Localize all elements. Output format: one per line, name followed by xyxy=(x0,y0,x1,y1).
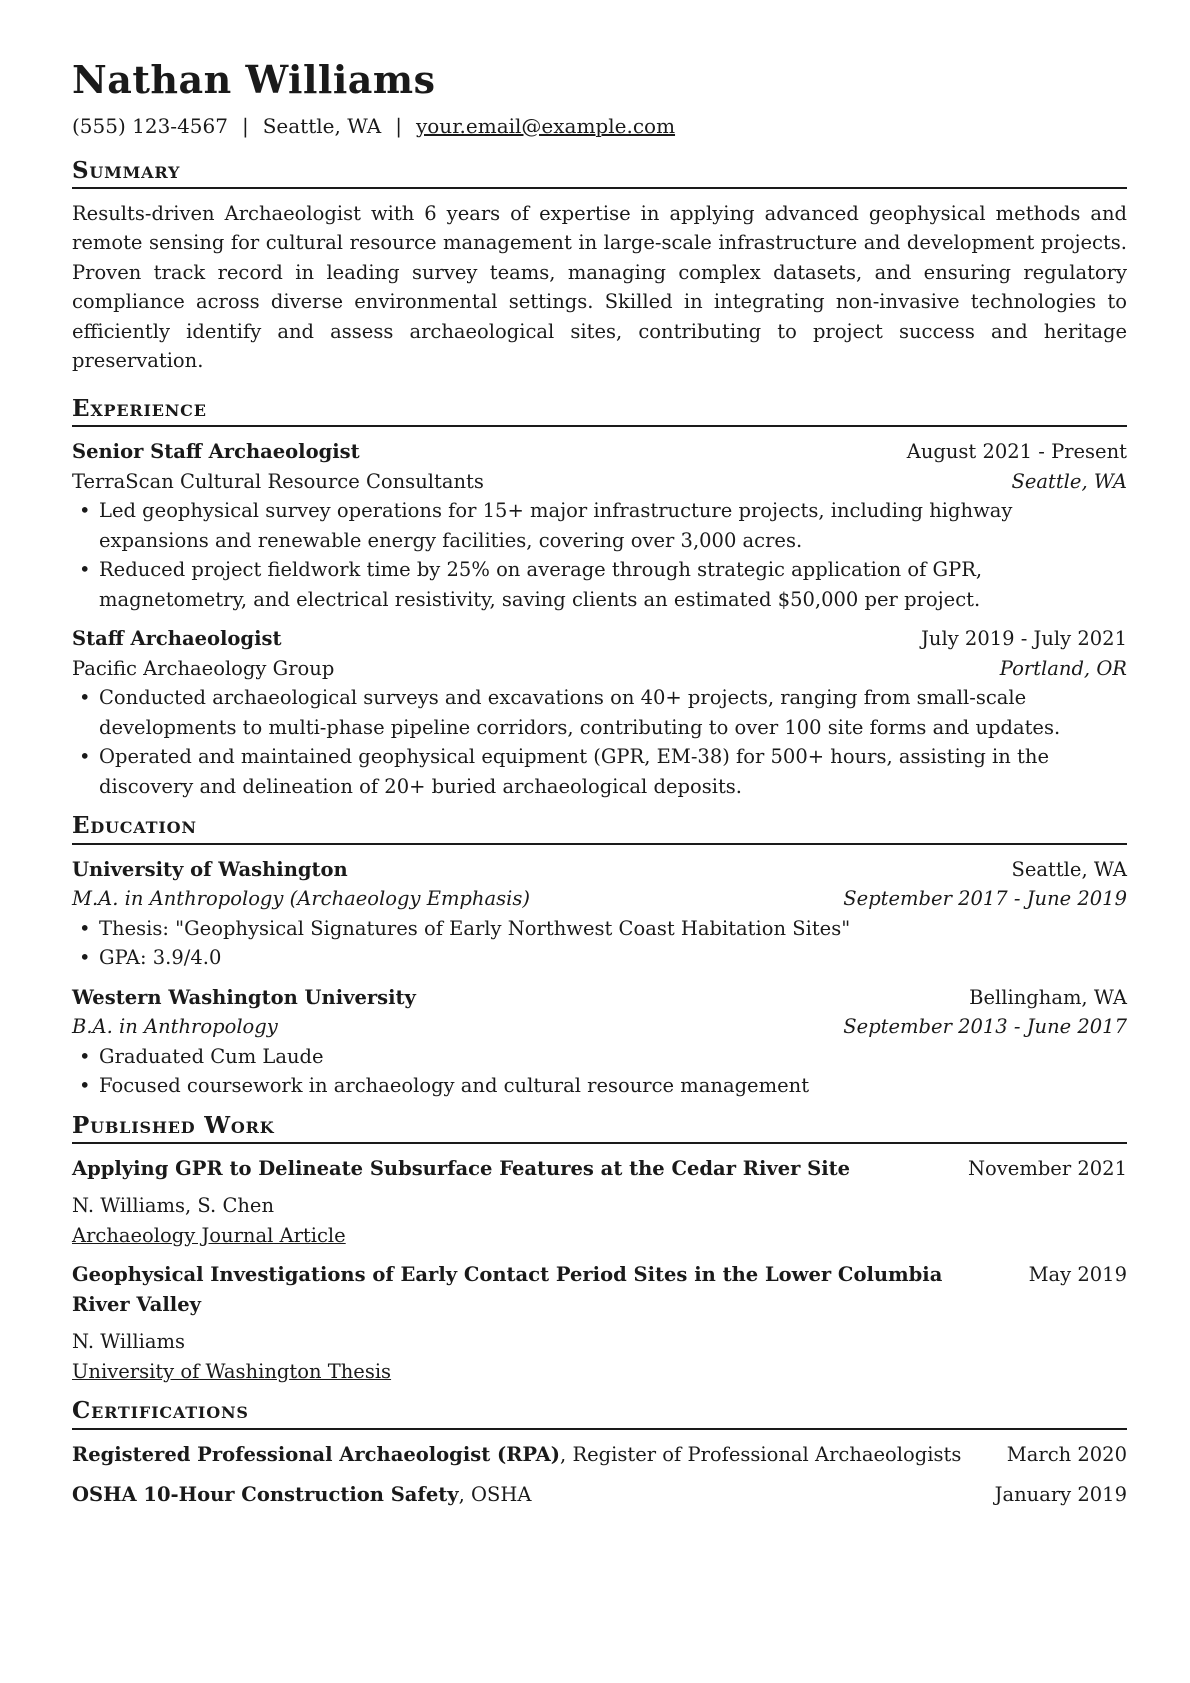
certification-entry xyxy=(72,1480,1127,1510)
section-title-education: Education xyxy=(72,813,1127,844)
school-dates: September 2017 - June 2019 xyxy=(843,887,1127,911)
school-name: University of Washington xyxy=(72,857,348,881)
job-entry xyxy=(72,624,1127,801)
list-item: • Led geophysical survey operations for 15+ major infrastructure projects, including highway expansions and renewable energy facilities, covering over 3,000 acres. xyxy=(72,496,1127,555)
job-dates: July 2019 - July 2021 xyxy=(921,627,1127,651)
job-entry xyxy=(72,437,1127,614)
certification-date: January 2019 xyxy=(994,1483,1127,1507)
phone-number: (555) 123-4567 xyxy=(72,113,228,138)
job-company: TerraScan Cultural Resource Consultants xyxy=(72,469,484,493)
section-title-published: Published Work xyxy=(72,1113,1127,1144)
certification-entry xyxy=(72,1440,1127,1470)
job-location: Seattle, WA xyxy=(1011,469,1127,493)
list-item: • GPA: 3.9/4.0 xyxy=(72,943,1127,973)
certification-name: OSHA 10-Hour Construction Safety xyxy=(72,1483,459,1507)
school-location: Seattle, WA xyxy=(1011,857,1127,881)
location: Seattle, WA xyxy=(262,113,382,138)
publication-venue-link[interactable]: University of Washington Thesis xyxy=(72,1359,392,1383)
certification-issuer: , Register of Professional Archaeologists xyxy=(560,1442,962,1466)
job-location: Portland, OR xyxy=(999,656,1127,680)
publication-date: May 2019 xyxy=(1028,1263,1127,1287)
list-item: • Reduced project fieldwork time by 25% on average through strategic application of GPR, magnetometry, and electrical resistivity, saving clients an estimated $50,000 per project. xyxy=(72,555,1127,614)
publication-entry xyxy=(72,1260,1127,1386)
candidate-name: Nathan Williams xyxy=(72,57,436,102)
contact-line xyxy=(72,114,1127,138)
certification-issuer: , OSHA xyxy=(458,1483,532,1507)
school-entry xyxy=(72,855,1127,973)
list-item: • Operated and maintained geophysical equipment (GPR, EM-38) for 500+ hours, assisting in the discovery and delineation of 20+ buried archaeological deposits. xyxy=(72,742,1127,801)
contact-separator: | xyxy=(241,113,249,138)
list-item: • Thesis: "Geophysical Signatures of Early Northwest Coast Habitation Sites" xyxy=(72,914,1127,944)
education-section xyxy=(72,813,1127,1100)
certification-date: March 2020 xyxy=(1006,1442,1127,1466)
job-bullets xyxy=(72,496,1127,614)
publication-title: Geophysical Investigations of Early Contact Period Sites in the Lower Columbia River Valley xyxy=(72,1263,943,1316)
school-bullets xyxy=(72,1042,1127,1101)
publication-authors: N. Williams, S. Chen xyxy=(72,1194,275,1218)
job-role: Staff Archaeologist xyxy=(72,627,282,651)
published-section xyxy=(72,1113,1127,1387)
summary-section xyxy=(72,158,1127,376)
certification-name: Registered Professional Archaeologist (RPA) xyxy=(72,1442,561,1466)
section-title-summary: Summary xyxy=(72,158,1127,189)
job-company: Pacific Archaeology Group xyxy=(72,656,335,680)
list-item: • Conducted archaeological surveys and excavations on 40+ projects, ranging from small-scale developments to multi-phase pipeline corridors, contributing to over 100 site forms and updates. xyxy=(72,683,1127,742)
summary-text: Results-driven Archaeologist with 6 years of expertise in applying advanced geophysical methods and remote sensing for cultural resource management in large-scale infrastructure and development projects. Proven track record in leading survey teams, managing complex datasets, and ensuring regulatory compliance across diverse environmental settings. Skilled in integrating non-invasive technologies to efficiently identify and assess archaeological sites, contributing to project success and heritage preservation. xyxy=(72,201,1127,373)
school-bullets xyxy=(72,914,1127,973)
publication-authors: N. Williams xyxy=(72,1330,185,1354)
publication-date: November 2021 xyxy=(967,1156,1127,1180)
section-title-experience: Experience xyxy=(72,396,1127,427)
publication-title: Applying GPR to Delineate Subsurface Features at the Cedar River Site xyxy=(72,1156,851,1180)
degree: M.A. in Anthropology (Archaeology Emphasis) xyxy=(72,887,530,911)
email-link[interactable]: your.email@example.com xyxy=(415,113,676,138)
certifications-section xyxy=(72,1398,1127,1509)
school-location: Bellingham, WA xyxy=(969,985,1127,1009)
publication-venue-link[interactable]: Archaeology Journal Article xyxy=(72,1223,346,1247)
school-name: Western Washington University xyxy=(72,985,416,1009)
list-item: • Focused coursework in archaeology and cultural resource management xyxy=(72,1071,1127,1101)
job-dates: August 2021 - Present xyxy=(906,440,1127,464)
school-dates: September 2013 - June 2017 xyxy=(843,1015,1127,1039)
degree: B.A. in Anthropology xyxy=(72,1015,278,1039)
list-item: • Graduated Cum Laude xyxy=(72,1042,1127,1072)
school-entry xyxy=(72,983,1127,1101)
experience-section xyxy=(72,396,1127,801)
job-bullets xyxy=(72,683,1127,801)
publication-entry xyxy=(72,1154,1127,1251)
contact-separator: | xyxy=(395,113,402,138)
section-title-certifications: Certifications xyxy=(72,1398,1127,1429)
job-role: Senior Staff Archaeologist xyxy=(72,440,360,464)
